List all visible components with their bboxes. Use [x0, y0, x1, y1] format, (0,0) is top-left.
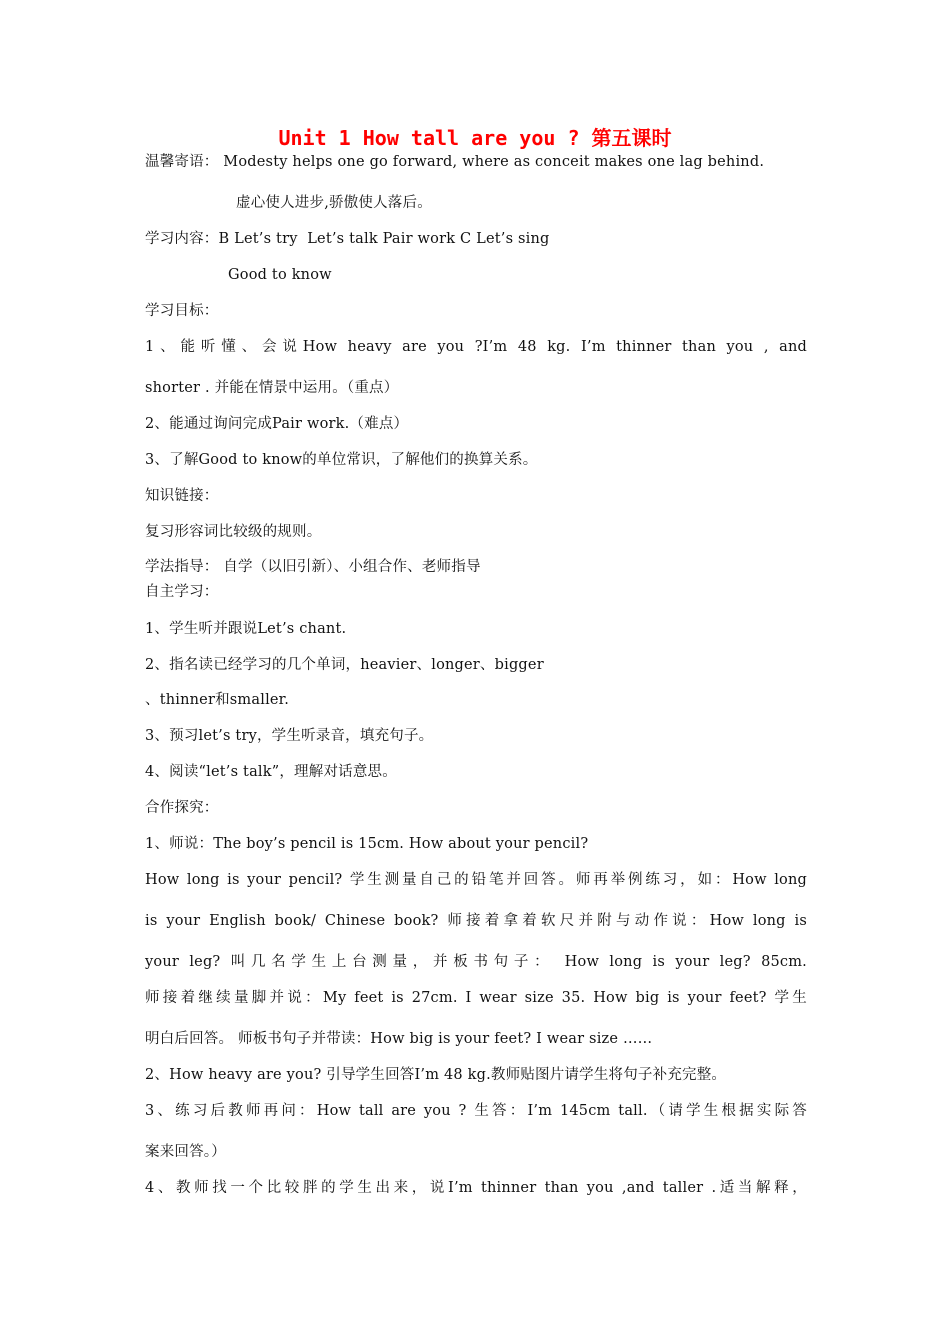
self-study-item-4: 4、阅读“let’s talk”，理解对话意思。: [145, 764, 397, 780]
goal-item-3: 3、了解Good to know的单位常识，了解他们的换算关系。: [145, 452, 538, 468]
coop-item-3-cont: 案来回答。）: [145, 1144, 226, 1160]
self-study-item-2: 2、指名读已经学习的几个单词，heavier、longer、bigger: [145, 657, 544, 673]
content-line-cont: Good to know: [228, 267, 332, 283]
coop-item-3: 3、练习后教师再问：How tall are you ? 生答：I’m 145cm tall.（请学生根据实际答: [145, 1103, 807, 1119]
goal-item-2: 2、能通过询问完成Pair work.（难点）: [145, 416, 409, 432]
coop-item-2: 2、How heavy are you? 引导学生回答I’m 48 kg.教师贴图片请学生将句子补充完整。: [145, 1067, 727, 1083]
goal-item-1: 1、能听懂、会说How heavy are you ?I’m 48 kg. I’m thinner than you , and: [145, 339, 807, 355]
coop-item-1-line-6: 明白后回答。 师板书句子并带读：How big is your feet? I wear size ……: [145, 1031, 653, 1047]
coop-item-1-line-4: your leg? 叫几名学生上台测量，并板书句子： How long is your leg? 85cm.: [145, 954, 807, 970]
section-heading-knowledge: 知识链接：: [145, 488, 219, 504]
coop-item-1: 1、师说：The boy’s pencil is 15cm. How about your pencil?: [145, 836, 589, 852]
motto-translation: 虚心使人进步,骄傲使人落后。: [236, 195, 432, 211]
method-guide: 学法指导： 自学（以旧引新）、小组合作、老师指导: [145, 559, 481, 575]
goal-item-1-cont: shorter . 并能在情景中运用。（重点）: [145, 380, 399, 396]
self-study-item-1: 1、学生听并跟说Let’s chant.: [145, 621, 347, 637]
coop-item-4: 4、教师找一个比较胖的学生出来，说I’m thinner than you ,and taller .适当解释，: [145, 1180, 807, 1196]
coop-item-1-line-5: 师接着继续量脚并说：My feet is 27cm. I wear size 35. How big is your feet? 学生: [145, 990, 807, 1006]
section-heading-cooperation: 合作探究：: [145, 800, 219, 816]
self-study-item-3: 3、预习let’s try，学生听录音，填充句子。: [145, 728, 434, 744]
knowledge-text: 复习形容词比较级的规则。: [145, 524, 322, 540]
self-study-item-2-cont: 、thinner和smaller.: [145, 692, 290, 708]
content-line: 学习内容：B Let’s try Let’s talk Pair work C Let’s sing: [145, 231, 550, 247]
section-heading-goals: 学习目标：: [145, 303, 219, 319]
motto-line: 温馨寄语： Modesty helps one go forward, where as conceit makes one lag behind.: [145, 154, 765, 170]
document-title: Unit 1 How tall are you ? 第五课时: [278, 126, 672, 150]
coop-item-1-line-2: How long is your pencil? 学生测量自己的铅笔并回答。师再举例练习，如：How long: [145, 872, 807, 888]
section-heading-self-study: 自主学习：: [145, 584, 219, 600]
coop-item-1-line-3: is your English book/ Chinese book? 师接着拿着软尺并附与动作说：How long is: [145, 913, 807, 929]
